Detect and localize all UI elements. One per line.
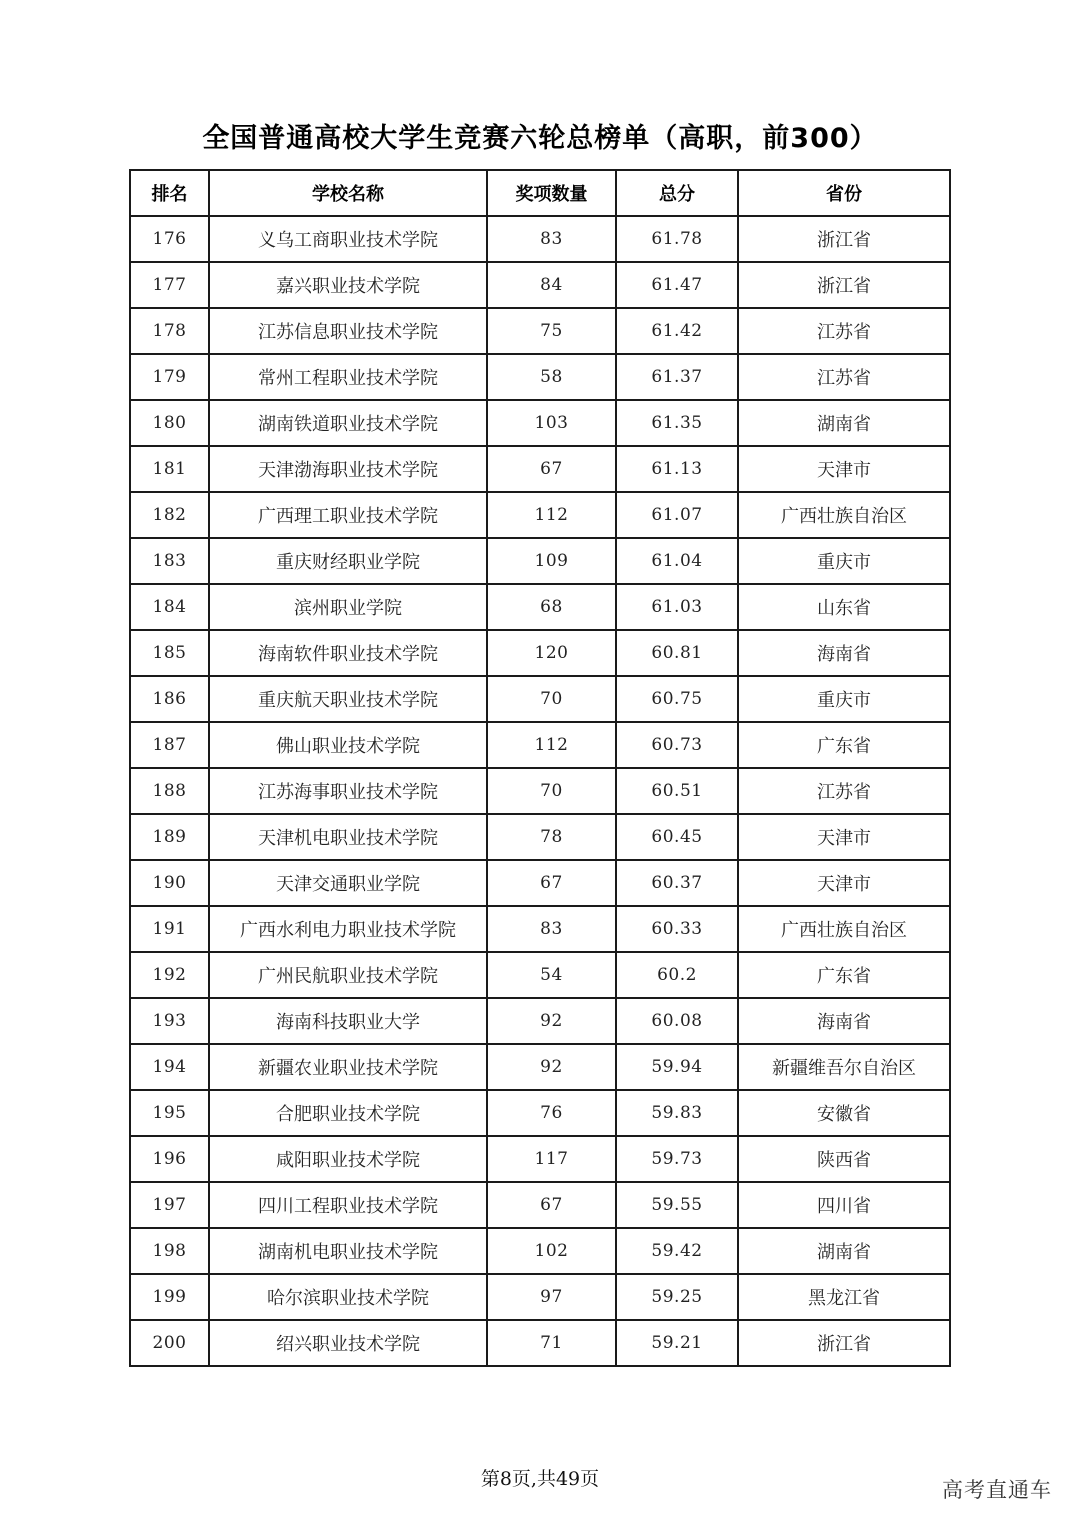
header-award-count: 奖项数量 [487, 170, 616, 216]
table-row [130, 262, 950, 308]
cell-rank: 190 [130, 860, 209, 906]
cell-award-count: 84 [487, 262, 616, 308]
cell-school-name: 重庆财经职业学院 [209, 538, 487, 584]
cell-rank: 182 [130, 492, 209, 538]
cell-school-name: 湖南机电职业技术学院 [209, 1228, 487, 1274]
cell-province: 天津市 [738, 860, 950, 906]
cell-award-count: 92 [487, 1044, 616, 1090]
table-row [130, 906, 950, 952]
cell-award-count: 68 [487, 584, 616, 630]
table-row [130, 1044, 950, 1090]
cell-rank: 192 [130, 952, 209, 998]
cell-rank: 179 [130, 354, 209, 400]
cell-rank: 180 [130, 400, 209, 446]
cell-school-name: 绍兴职业技术学院 [209, 1320, 487, 1366]
header-rank: 排名 [130, 170, 209, 216]
cell-award-count: 83 [487, 906, 616, 952]
cell-rank: 187 [130, 722, 209, 768]
cell-total-score: 60.33 [616, 906, 738, 952]
cell-school-name: 滨州职业学院 [209, 584, 487, 630]
cell-province: 广西壮族自治区 [738, 492, 950, 538]
cell-province: 江苏省 [738, 354, 950, 400]
cell-award-count: 103 [487, 400, 616, 446]
cell-province: 重庆市 [738, 538, 950, 584]
cell-school-name: 海南科技职业大学 [209, 998, 487, 1044]
cell-province: 湖南省 [738, 1228, 950, 1274]
table-row [130, 1090, 950, 1136]
cell-award-count: 67 [487, 446, 616, 492]
cell-total-score: 60.73 [616, 722, 738, 768]
cell-award-count: 70 [487, 676, 616, 722]
header-school-name: 学校名称 [209, 170, 487, 216]
cell-province: 浙江省 [738, 262, 950, 308]
cell-total-score: 61.04 [616, 538, 738, 584]
cell-school-name: 天津交通职业学院 [209, 860, 487, 906]
cell-province: 浙江省 [738, 216, 950, 262]
table-row [130, 538, 950, 584]
cell-award-count: 54 [487, 952, 616, 998]
cell-award-count: 78 [487, 814, 616, 860]
cell-school-name: 四川工程职业技术学院 [209, 1182, 487, 1228]
cell-total-score: 61.03 [616, 584, 738, 630]
cell-total-score: 59.55 [616, 1182, 738, 1228]
table-row [130, 216, 950, 262]
cell-total-score: 61.37 [616, 354, 738, 400]
cell-total-score: 59.83 [616, 1090, 738, 1136]
cell-total-score: 61.07 [616, 492, 738, 538]
cell-school-name: 佛山职业技术学院 [209, 722, 487, 768]
cell-rank: 196 [130, 1136, 209, 1182]
header-total-score: 总分 [616, 170, 738, 216]
cell-total-score: 61.78 [616, 216, 738, 262]
cell-rank: 198 [130, 1228, 209, 1274]
cell-total-score: 60.2 [616, 952, 738, 998]
cell-total-score: 60.75 [616, 676, 738, 722]
cell-rank: 195 [130, 1090, 209, 1136]
cell-province: 海南省 [738, 630, 950, 676]
cell-province: 浙江省 [738, 1320, 950, 1366]
table-row [130, 998, 950, 1044]
table-row [130, 1182, 950, 1228]
cell-total-score: 59.42 [616, 1228, 738, 1274]
cell-province: 安徽省 [738, 1090, 950, 1136]
cell-province: 海南省 [738, 998, 950, 1044]
table-row [130, 1320, 950, 1366]
cell-rank: 185 [130, 630, 209, 676]
cell-total-score: 61.13 [616, 446, 738, 492]
cell-total-score: 59.25 [616, 1274, 738, 1320]
cell-award-count: 83 [487, 216, 616, 262]
table-row [130, 860, 950, 906]
table-body [130, 216, 950, 1366]
table-row [130, 492, 950, 538]
cell-rank: 184 [130, 584, 209, 630]
cell-award-count: 117 [487, 1136, 616, 1182]
cell-award-count: 67 [487, 1182, 616, 1228]
cell-total-score: 61.42 [616, 308, 738, 354]
cell-province: 陕西省 [738, 1136, 950, 1182]
page-number: 第8页,共49页 [480, 1468, 600, 1490]
cell-rank: 186 [130, 676, 209, 722]
cell-rank: 191 [130, 906, 209, 952]
header-province: 省份 [738, 170, 950, 216]
table-row [130, 354, 950, 400]
cell-school-name: 重庆航天职业技术学院 [209, 676, 487, 722]
cell-school-name: 广州民航职业技术学院 [209, 952, 487, 998]
cell-province: 天津市 [738, 446, 950, 492]
table-row [130, 768, 950, 814]
cell-school-name: 江苏信息职业技术学院 [209, 308, 487, 354]
cell-total-score: 59.21 [616, 1320, 738, 1366]
table-row [130, 952, 950, 998]
cell-award-count: 70 [487, 768, 616, 814]
table-row [130, 308, 950, 354]
cell-rank: 183 [130, 538, 209, 584]
cell-total-score: 60.81 [616, 630, 738, 676]
cell-school-name: 哈尔滨职业技术学院 [209, 1274, 487, 1320]
cell-rank: 193 [130, 998, 209, 1044]
cell-rank: 197 [130, 1182, 209, 1228]
cell-province: 新疆维吾尔自治区 [738, 1044, 950, 1090]
cell-award-count: 102 [487, 1228, 616, 1274]
cell-total-score: 59.94 [616, 1044, 738, 1090]
cell-award-count: 71 [487, 1320, 616, 1366]
cell-rank: 188 [130, 768, 209, 814]
table-header-row [130, 170, 950, 216]
cell-province: 广东省 [738, 952, 950, 998]
cell-rank: 189 [130, 814, 209, 860]
cell-school-name: 嘉兴职业技术学院 [209, 262, 487, 308]
cell-total-score: 61.47 [616, 262, 738, 308]
watermark: 高考直通车 [942, 1478, 1052, 1502]
table-row [130, 676, 950, 722]
ranking-table [129, 169, 951, 1367]
cell-total-score: 61.35 [616, 400, 738, 446]
cell-school-name: 常州工程职业技术学院 [209, 354, 487, 400]
cell-province: 湖南省 [738, 400, 950, 446]
cell-award-count: 75 [487, 308, 616, 354]
table-row [130, 630, 950, 676]
cell-award-count: 112 [487, 492, 616, 538]
cell-province: 山东省 [738, 584, 950, 630]
table-row [130, 400, 950, 446]
cell-total-score: 60.51 [616, 768, 738, 814]
cell-school-name: 江苏海事职业技术学院 [209, 768, 487, 814]
cell-school-name: 广西理工职业技术学院 [209, 492, 487, 538]
cell-total-score: 60.45 [616, 814, 738, 860]
cell-award-count: 109 [487, 538, 616, 584]
cell-province: 江苏省 [738, 768, 950, 814]
cell-rank: 181 [130, 446, 209, 492]
cell-province: 黑龙江省 [738, 1274, 950, 1320]
cell-province: 广东省 [738, 722, 950, 768]
cell-school-name: 天津渤海职业技术学院 [209, 446, 487, 492]
cell-award-count: 112 [487, 722, 616, 768]
cell-province: 天津市 [738, 814, 950, 860]
cell-province: 广西壮族自治区 [738, 906, 950, 952]
cell-award-count: 97 [487, 1274, 616, 1320]
cell-school-name: 海南软件职业技术学院 [209, 630, 487, 676]
cell-award-count: 76 [487, 1090, 616, 1136]
cell-rank: 178 [130, 308, 209, 354]
table-row [130, 722, 950, 768]
cell-school-name: 广西水利电力职业技术学院 [209, 906, 487, 952]
cell-school-name: 新疆农业职业技术学院 [209, 1044, 487, 1090]
cell-school-name: 湖南铁道职业技术学院 [209, 400, 487, 446]
cell-total-score: 60.08 [616, 998, 738, 1044]
cell-province: 四川省 [738, 1182, 950, 1228]
cell-school-name: 天津机电职业技术学院 [209, 814, 487, 860]
cell-rank: 177 [130, 262, 209, 308]
cell-rank: 176 [130, 216, 209, 262]
table-row [130, 446, 950, 492]
cell-total-score: 60.37 [616, 860, 738, 906]
cell-province: 重庆市 [738, 676, 950, 722]
page-title: 全国普通高校大学生竞赛六轮总榜单（高职，前300） [202, 123, 878, 154]
cell-award-count: 120 [487, 630, 616, 676]
table-row [130, 814, 950, 860]
cell-award-count: 92 [487, 998, 616, 1044]
cell-total-score: 59.73 [616, 1136, 738, 1182]
cell-province: 江苏省 [738, 308, 950, 354]
cell-rank: 200 [130, 1320, 209, 1366]
cell-rank: 199 [130, 1274, 209, 1320]
cell-school-name: 合肥职业技术学院 [209, 1090, 487, 1136]
cell-school-name: 咸阳职业技术学院 [209, 1136, 487, 1182]
cell-school-name: 义乌工商职业技术学院 [209, 216, 487, 262]
cell-award-count: 58 [487, 354, 616, 400]
table-row [130, 584, 950, 630]
cell-award-count: 67 [487, 860, 616, 906]
cell-rank: 194 [130, 1044, 209, 1090]
table-row [130, 1274, 950, 1320]
table-row [130, 1228, 950, 1274]
table-row [130, 1136, 950, 1182]
